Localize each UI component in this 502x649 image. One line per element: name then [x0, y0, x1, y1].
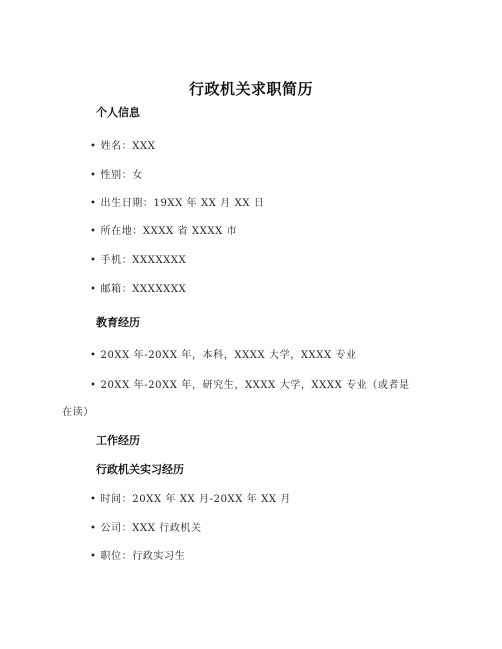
- bullet-icon: •: [90, 198, 97, 209]
- work-item-time: [90, 490, 291, 505]
- section-heading-education: 教育经历: [96, 316, 140, 329]
- personal-item-text: 所在地：XXXX 省 XXXX 市: [100, 226, 238, 237]
- bullet-icon: •: [90, 141, 97, 152]
- education-item-text: 20XX 年-20XX 年，研究生，XXXX 大学，XXXX 专业（或者是: [100, 380, 410, 391]
- personal-item-text: 邮箱：XXXXXXX: [100, 284, 187, 295]
- personal-item-name: [90, 137, 155, 152]
- education-item: [90, 346, 357, 361]
- personal-item-email: [90, 280, 186, 295]
- personal-item-text: 姓名：XXX: [100, 141, 156, 152]
- work-item-text: 职位：行政实习生: [100, 551, 186, 562]
- bullet-icon: •: [90, 255, 97, 266]
- section-heading-personal: 个人信息: [96, 106, 140, 119]
- personal-item-text: 手机：XXXXXXX: [100, 255, 187, 266]
- education-item-continuation: 在读）: [62, 407, 94, 418]
- bullet-icon: •: [90, 284, 97, 295]
- section-heading-work: 工作经历: [96, 434, 140, 447]
- education-item-text: 20XX 年-20XX 年，本科，XXXX 大学，XXXX 专业: [100, 350, 357, 361]
- subsection-heading-internship: 行政机关实习经历: [96, 463, 184, 476]
- document-title: 行政机关求职简历: [188, 80, 313, 98]
- personal-item-text: 性别：女: [100, 170, 143, 181]
- bullet-icon: •: [90, 170, 97, 181]
- work-item-text: 时间：20XX 年 XX 月-20XX 年 XX 月: [100, 494, 291, 505]
- bullet-icon: •: [90, 350, 97, 361]
- education-item: [90, 376, 410, 391]
- personal-item-birthdate: [90, 194, 264, 209]
- work-item-text: 公司：XXX 行政机关: [100, 523, 202, 534]
- bullet-icon: •: [90, 523, 97, 534]
- personal-item-text: 出生日期：19XX 年 XX 月 XX 日: [100, 198, 265, 209]
- work-item-company: [90, 519, 202, 534]
- personal-item-gender: [90, 166, 143, 181]
- bullet-icon: •: [90, 226, 97, 237]
- bullet-icon: •: [90, 551, 97, 562]
- personal-item-location: [90, 222, 237, 237]
- personal-item-phone: [90, 251, 186, 266]
- bullet-icon: •: [90, 380, 97, 391]
- bullet-icon: •: [90, 494, 97, 505]
- work-item-position: [90, 547, 185, 562]
